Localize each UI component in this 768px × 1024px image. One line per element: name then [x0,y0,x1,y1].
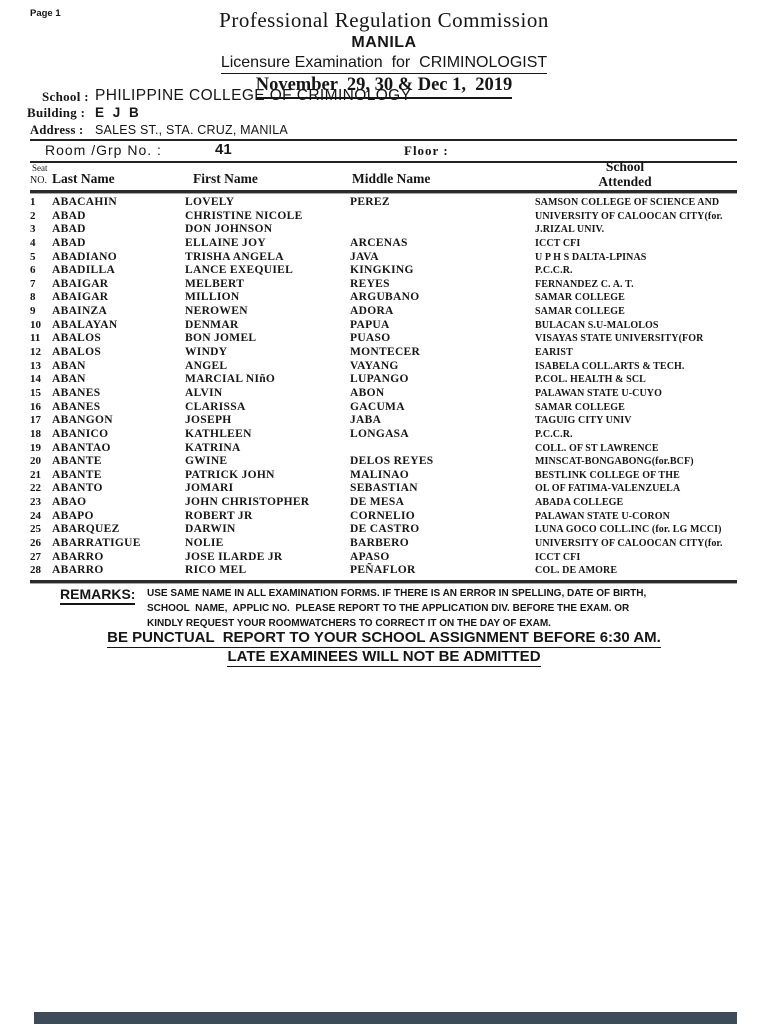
seat-number: 13 [30,359,41,372]
middle-name-cell: PEÑAFLOR [350,564,416,577]
school-value: PHILIPPINE COLLEGE OF CRIMINOLOGY [95,87,412,104]
school-cell: SAMAR COLLEGE [535,292,625,304]
first-name-cell: WINDY [185,346,228,359]
first-name-cell: KATRINA [185,441,241,454]
school-cell: P.C.C.R. [535,265,573,277]
school-cell: MINSCAT-BONGABONG(for.BCF) [535,456,694,468]
middle-name-cell [350,442,535,456]
last-name-cell: ABARRATIGUE [52,537,141,550]
seat-number: 9 [30,305,36,318]
school-cell: PALAWAN STATE U-CORON [535,510,670,522]
first-name-cell: NOLIE [185,537,224,550]
school-cell: UNIVERSITY OF CALOOCAN CITY(for. [535,538,723,550]
middle-name-cell: JABA [350,414,382,427]
exam-date: November 29, 30 & Dec 1, 2019 [256,75,513,99]
first-name-cell: MILLION [185,291,240,304]
room-number: 41 [215,141,232,158]
middle-name-cell: REYES [350,277,390,290]
org-title: Professional Regulation Commission [219,8,549,32]
first-name-cell: ANGEL [185,359,228,372]
middle-name-cell: MALINAO [350,468,409,481]
first-name-cell: ROBERT JR [185,509,253,522]
table-row [30,482,737,496]
exam-title: Licensure Examination for CRIMINOLOGIST [221,54,547,74]
middle-name-cell [350,223,535,237]
table-row [30,278,737,292]
middle-name-cell: MONTECER [350,346,421,359]
last-name-cell: ABANGON [52,414,113,427]
middle-name-cell: PEREZ [350,196,390,208]
first-name-cell: DARWIN [185,523,236,536]
table-row [30,264,737,278]
school-cell: BULACAN S.U-MALOLOS [535,319,659,331]
seat-number: 3 [30,223,36,236]
school-cell: U P H S DALTA-LPINAS [535,251,647,263]
first-name-cell: ALVIN [185,386,223,399]
last-name-cell: ABALAYAN [52,318,118,331]
seat-number: 16 [30,400,41,413]
seat-number: 20 [30,455,41,468]
last-name-cell: ABAINZA [52,305,108,318]
last-name-cell: ABADIANO [52,250,118,263]
roster-body [30,196,737,578]
last-name-cell: ABACAHIN [52,196,118,208]
middle-name-cell: LUPANGO [350,373,409,386]
school-cell: J.RIZAL UNIV. [535,224,605,236]
middle-name-cell: VAYANG [350,359,399,372]
middle-name-cell: SEBASTIAN [350,482,418,495]
seat-number: 19 [30,441,41,454]
punctual-notice: BE PUNCTUAL REPORT TO YOUR SCHOOL ASSIGNMENT BEFORE 6:30 AM. [107,629,661,646]
table-row [30,373,737,387]
first-name-cell: RICO MEL [185,564,247,577]
middle-name-cell: JAVA [350,250,379,263]
last-name-cell: ABANTE [52,455,102,468]
page-separator-bar [34,1012,737,1024]
table-row [30,442,737,456]
middle-name-cell: CORNELIO [350,509,416,522]
middle-name-cell: DE MESA [350,496,405,509]
first-name-cell: CLARISSA [185,400,246,413]
seat-number: 7 [30,277,36,290]
remarks-body [147,586,732,631]
school-cell: ICCT CFI [535,551,581,563]
table-row [30,496,737,510]
seat-header-top: Seat [32,163,48,173]
table-row [30,564,737,578]
first-name-cell: JOMARI [185,482,234,495]
seat-number: 18 [30,427,41,440]
seat-number: 2 [30,209,36,222]
last-name-cell: ABARRO [52,564,104,577]
middle-name-cell: ADORA [350,305,394,318]
address-label: Address : [30,123,84,137]
middle-name-cell: KINGKING [350,264,414,277]
school-cell: VISAYAS STATE UNIVERSITY(FOR [535,333,704,345]
school-cell: COLL. OF ST LAWRENCE [535,442,659,454]
remarks-line-1: USE SAME NAME IN ALL EXAMINATION FORMS. IF THERE IS AN ERROR IN SPELLING, DATE OF BIRTH, [147,588,647,599]
last-name-cell: ABADILLA [52,264,116,277]
table-row [30,551,737,565]
header-bottom-rule [30,190,737,194]
middle-name-cell: ARGUBANO [350,291,420,304]
first-name-cell: GWINE [185,455,228,468]
last-name-cell: ABANES [52,386,101,399]
first-name-cell: DON JOHNSON [185,223,273,236]
first-name-cell: JOSEPH [185,414,232,427]
first-name-cell: ELLAINE JOY [185,236,266,249]
first-name-cell: MELBERT [185,277,245,290]
seat-number: 11 [30,332,41,345]
first-name-cell: TRISHA ANGELA [185,250,284,263]
middle-name-cell: ARCENAS [350,236,408,249]
last-name-cell: ABARQUEZ [52,523,120,536]
last-name-cell: ABANES [52,400,101,413]
last-name-cell: ABAN [52,359,86,372]
table-row [30,414,737,428]
middle-name-header: Middle Name [352,171,431,186]
remarks-label: REMARKS: [60,586,135,605]
last-name-cell: ABANTAO [52,441,111,454]
table-row [30,510,737,524]
school-cell: ICCT CFI [535,237,581,249]
middle-name-cell: DELOS REYES [350,455,434,468]
table-row [30,401,737,415]
building-value: E J B [95,105,142,120]
middle-name-cell: DE CASTRO [350,523,420,536]
last-name-cell: ABALOS [52,332,102,345]
seat-number: 26 [30,537,41,550]
room-row [0,142,768,161]
late-notice: LATE EXAMINEES WILL NOT BE ADMITTED [227,648,541,665]
school-cell: ABADA COLLEGE [535,497,624,509]
last-name-cell: ABANTO [52,482,103,495]
top-rule [30,139,737,141]
seat-number: 15 [30,386,41,399]
floor-label: Floor : [404,143,449,158]
last-name-cell: ABAD [52,209,86,222]
school-cell: SAMSON COLLEGE OF SCIENCE AND [535,197,720,208]
last-name-cell: ABANICO [52,427,109,440]
seat-number: 28 [30,564,41,577]
seat-number: 14 [30,373,41,386]
table-header [30,159,737,190]
seat-number: 4 [30,236,36,249]
page-number: Page 1 [30,8,61,19]
table-row [30,537,737,551]
first-name-cell: LOVELY [185,196,235,208]
school-cell: FERNANDEZ C. A. T. [535,278,634,290]
middle-name-cell: LONGASA [350,427,409,440]
seat-number: 5 [30,250,36,263]
last-name-cell: ABAPO [52,509,94,522]
school-cell: P.COL. HEALTH & SCL [535,374,646,386]
last-name-cell: ABARRO [52,550,104,563]
school-cell: ISABELA COLL.ARTS & TECH. [535,360,685,372]
first-name-cell: PATRICK JOHN [185,468,275,481]
late-notice-row [0,648,768,667]
city-title: MANILA [351,34,417,51]
remarks-line-3: KINDLY REQUEST YOUR ROOMWATCHERS TO CORRECT IT ON THE DAY OF EXAM. [147,618,551,629]
first-name-header: First Name [193,171,258,186]
first-name-cell: BON JOMEL [185,332,257,345]
school-cell: P.C.C.R. [535,428,573,440]
last-name-cell: ABAIGAR [52,277,109,290]
seat-number: 21 [30,468,41,481]
school-cell: SAMAR COLLEGE [535,401,625,413]
address-value: SALES ST., STA. CRUZ, MANILA [95,123,288,137]
table-row [30,210,737,224]
middle-name-cell: GACUMA [350,400,405,413]
table-row [30,223,737,237]
last-name-cell: ABAO [52,496,87,509]
first-name-cell: JOSE ILARDE JR [185,550,283,563]
middle-name-cell: ABON [350,386,385,399]
table-row [30,469,737,483]
school-cell: EARIST [535,347,573,359]
table-row [30,332,737,346]
last-name-cell: ABAIGAR [52,291,109,304]
last-name-cell: ABAD [52,223,86,236]
first-name-cell: DENMAR [185,318,239,331]
school-cell: TAGUIG CITY UNIV [535,415,632,427]
school-cell: OL OF FATIMA-VALENZUELA [535,483,681,495]
last-name-cell: ABAD [52,236,86,249]
school-cell: COL. DE AMORE [535,565,618,577]
middle-name-cell: PUASO [350,332,391,345]
school-cell: SAMAR COLLEGE [535,306,625,318]
seat-number: 10 [30,318,41,331]
table-row [30,523,737,537]
first-name-cell: LANCE EXEQUIEL [185,264,294,277]
first-name-cell: KATHLEEN [185,427,252,440]
table-row [30,237,737,251]
school-attended-header: School Attended [598,159,652,189]
last-name-header: Last Name [52,171,115,186]
seat-number: 27 [30,550,41,563]
last-name-cell: ABALOS [52,346,102,359]
school-label: School : [42,89,89,104]
building-label: Building : [27,105,86,120]
punctual-notice-row [0,629,768,648]
room-label: Room /Grp No. : [45,142,162,158]
table-row [30,251,737,265]
table-row [30,360,737,374]
seat-number: 22 [30,482,41,495]
seat-number: 25 [30,523,41,536]
first-name-cell: JOHN CHRISTOPHER [185,496,310,509]
table-row [30,346,737,360]
first-name-cell: NEROWEN [185,305,248,318]
seat-number: 12 [30,346,41,359]
school-cell: LUNA GOCO COLL.INC (for. LG MCCI) [535,524,722,536]
remarks-line-2: SCHOOL NAME, APPLIC NO. PLEASE REPORT TO THE APPLICATION DIV. BEFORE THE EXAM. OR [147,603,630,614]
last-name-cell: ABAN [52,373,86,386]
first-name-cell: CHRISTINE NICOLE [185,209,303,222]
middle-name-cell [350,210,535,224]
seat-number: 23 [30,496,41,509]
seat-number: 17 [30,414,41,427]
table-row [30,455,737,469]
seat-number: 6 [30,264,36,277]
seat-number: 1 [30,196,36,208]
document-header [0,8,768,99]
seat-header-bottom: NO. [30,175,47,186]
table-row [30,319,737,333]
school-cell: UNIVERSITY OF CALOOCAN CITY(for. [535,210,723,222]
seat-number: 8 [30,291,36,304]
table-bottom-rule [30,580,737,584]
middle-name-cell: PAPUA [350,318,390,331]
table-row [30,387,737,401]
school-cell: BESTLINK COLLEGE OF THE [535,469,680,481]
school-cell: PALAWAN STATE U-CUYO [535,387,663,399]
seat-number: 24 [30,509,41,522]
first-name-cell: MARCIAL NIñO [185,373,276,386]
table-row [30,291,737,305]
table-row [30,428,737,442]
last-name-cell: ABANTE [52,468,102,481]
table-row [30,196,737,210]
middle-name-cell: APASO [350,550,390,563]
table-row [30,305,737,319]
middle-name-cell: BARBERO [350,537,409,550]
